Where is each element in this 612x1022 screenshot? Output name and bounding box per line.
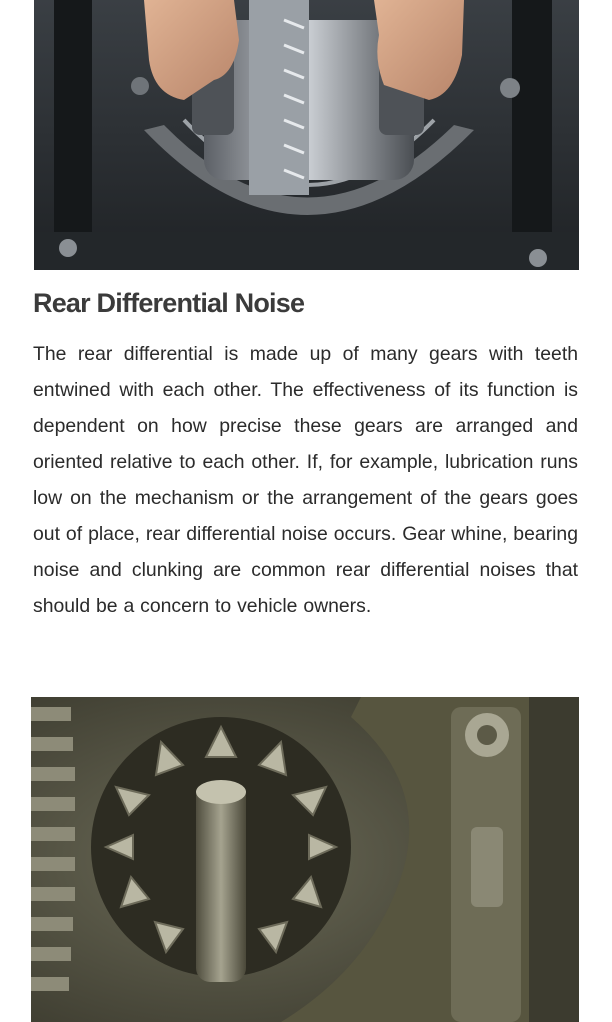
spider-gears-photo (31, 697, 579, 1022)
article-body: The rear differential is made up of many gears with teeth entwined with each other. The effectiveness of its function is dependent on how precise these gears are arranged and oriented relative to each other. If, for example, lubrication runs low on the mechanism or the arrangement of the gears goes out of place, rear differential noise occurs. Gear whine, bearing noise and clunking are common rear differential noises that should be a concern to vehicle owners. (33, 343, 578, 617)
differential-assembly-photo (34, 0, 579, 270)
spider-gears-image (31, 697, 579, 1022)
differential-assembly-image (34, 0, 579, 270)
article-section (33, 282, 578, 624)
article-title: Rear Differential Noise (33, 288, 305, 318)
